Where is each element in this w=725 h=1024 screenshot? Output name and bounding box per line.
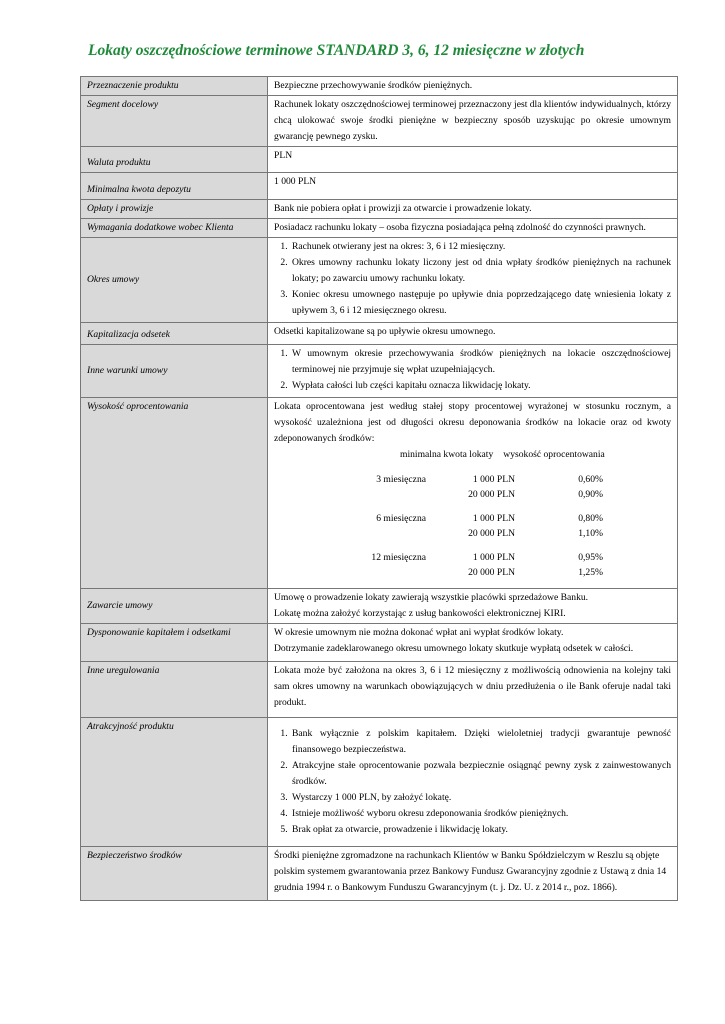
row-value	[268, 398, 678, 589]
row-label: Opłaty i prowizje	[81, 200, 268, 219]
row-label: Bezpieczeństwo środków	[81, 847, 268, 901]
list-item: 5. Brak opłat za otwarcie, prowadzenie i likwidację lokaty.	[290, 822, 671, 838]
table-row	[81, 147, 678, 173]
list-item: 2. Wypłata całości lub części kapitału oznacza likwidację lokaty.	[290, 378, 671, 394]
list-item: 2. Okres umowny rachunku lokaty liczony jest od dnia wpłaty środków pieniężnych na rachunek lokaty; po zawarciu umowy rachunku lokaty.	[290, 255, 671, 287]
row-value	[268, 345, 678, 398]
row-label: Inne uregulowania	[81, 662, 268, 718]
list-item: 1. W umownym okresie przechowywania środków pieniężnych na lokacie oszczędnościowej terminowej nie przyjmuje się wpłat uzupełniających.	[290, 346, 671, 378]
row-label: Segment docelowy	[81, 96, 268, 147]
rate-group	[274, 473, 671, 502]
rate-table-header	[400, 447, 671, 463]
table-row	[81, 847, 678, 901]
table-row	[81, 173, 678, 200]
row-value: Środki pieniężne zgromadzone na rachunkach Klientów w Banku Spółdzielczym w Reszlu są objęte polskim systemem gwarantowania przez Bankowy Fundusz Gwarancyjny zgodnie z Ustawą z dnia 14 grudnia 1994 r. o Bankowym Funduszu Gwarancyjnym (t. j. Dz. U. z 2014 r., poz. 1866).	[268, 847, 678, 901]
row-value: Bank nie pobiera opłat i prowizji za otwarcie i prowadzenie lokaty.	[268, 200, 678, 219]
rate-amount: 1 000 PLN	[472, 552, 515, 563]
rate-amount: 1 000 PLN	[472, 513, 515, 524]
list-item: 3. Koniec okresu umownego następuje po upływie dnia poprzedzającego datę wniesienia lokaty z upływem 3, 6 i 12 miesięcznego okresu.	[290, 287, 671, 319]
row-value: 1 000 PLN	[268, 173, 678, 200]
rate-group	[274, 551, 671, 580]
row-value: Lokata może być założona na okres 3, 6 i 12 miesięczny z możliwością odnowienia na kolejny taki sam okres umowny na warunkach obowiązujących w dniu przedłużenia o ile Bank oferuje nadal taki produkt.	[268, 662, 678, 718]
row-value: Odsetki kapitalizowane są po upływie okresu umownego.	[268, 323, 678, 345]
table-row	[81, 398, 678, 589]
row-label: Kapitalizacja odsetek	[81, 323, 268, 345]
table-row	[81, 624, 678, 662]
row-label: Zawarcie umowy	[81, 589, 268, 624]
rate-group	[274, 512, 671, 541]
table-row	[81, 323, 678, 345]
page-title: Lokaty oszczędnościowe terminowe STANDARD 3, 6, 12 miesięczne w złotych	[88, 42, 585, 59]
row-label: Dysponowanie kapitałem i odsetkami	[81, 624, 268, 662]
list-item: 1. Rachunek otwierany jest na okres: 3, 6 i 12 miesięczny.	[290, 239, 671, 255]
table-row	[81, 718, 678, 847]
rate-value: 0,60%	[578, 474, 603, 485]
row-value: Rachunek lokaty oszczędnościowej terminowej przeznaczony jest dla klientów indywidualnych, którzy chcą ulokować swoje środki pieniężne w bezpieczny sposób uzyskując po okresie umownym gwarancję pewnego zysku.	[268, 96, 678, 147]
row-value: PLN	[268, 147, 678, 173]
row-value	[268, 718, 678, 847]
row-label: Atrakcyjność produktu	[81, 718, 268, 847]
row-value: Posiadacz rachunku lokaty – osoba fizyczna posiadająca pełną zdolność do czynności prawnych.	[268, 219, 678, 238]
row-label: Inne warunki umowy	[81, 345, 268, 398]
inne-warunki-list	[274, 346, 671, 394]
col-rate: wysokość oprocentowania	[503, 449, 605, 460]
list-item: 2. Atrakcyjne stałe oprocentowanie pozwala bezpiecznie osiągnąć pewny zysk z zainwestowanych środków.	[290, 758, 671, 790]
col-min-amount: minimalna kwota lokaty	[400, 449, 494, 460]
rate-amount: 20 000 PLN	[468, 488, 515, 500]
list-item: 3. Wystarczy 1 000 PLN, by założyć lokatę.	[290, 790, 671, 806]
value-line: Umowę o prowadzenie lokaty zawierają wszystkie placówki sprzedażowe Banku.	[274, 592, 589, 603]
table-row	[81, 238, 678, 323]
row-label: Minimalna kwota depozytu	[81, 173, 268, 200]
rate-value: 1,10%	[578, 527, 603, 539]
list-item: 4. Istnieje możliwość wyboru okresu zdeponowania środków pieniężnych.	[290, 806, 671, 822]
rate-value: 0,80%	[578, 513, 603, 524]
table-row	[81, 219, 678, 238]
row-value	[268, 589, 678, 624]
rate-amount: 20 000 PLN	[468, 527, 515, 539]
rate-value: 1,25%	[578, 566, 603, 578]
atrakcyjnosc-list	[274, 726, 671, 838]
table-row	[81, 200, 678, 219]
rate-value: 0,95%	[578, 552, 603, 563]
rate-period: 3 miesięczna	[376, 474, 426, 485]
rate-description: Lokata oprocentowana jest według stałej stopy procentowej wyrażonej w stosunku rocznym, a wysokość uzależniona jest od długości okresu deponowania środków na lokacie oraz od kwoty zdeponowanych środków:	[274, 401, 671, 444]
rate-amount: 20 000 PLN	[468, 566, 515, 578]
table-row	[81, 662, 678, 718]
okres-list	[274, 239, 671, 319]
product-table	[80, 76, 678, 901]
table-row	[81, 589, 678, 624]
row-value	[268, 238, 678, 323]
value-line: Dotrzymanie zadeklarowanego okresu umownego lokaty skutkuje wypłatą odsetek w całości.	[274, 643, 634, 654]
table-row	[81, 77, 678, 96]
value-line: Lokatę można założyć korzystając z usług bankowości elektronicznej KIRI.	[274, 608, 566, 619]
row-value: Bezpieczne przechowywanie środków pieniężnych.	[268, 77, 678, 96]
row-label: Przeznaczenie produktu	[81, 77, 268, 96]
row-label: Okres umowy	[81, 238, 268, 323]
table-row	[81, 345, 678, 398]
rate-value: 0,90%	[578, 488, 603, 500]
rate-period: 6 miesięczna	[376, 513, 426, 524]
row-label: Waluta produktu	[81, 147, 268, 173]
row-label: Wysokość oprocentowania	[81, 398, 268, 589]
value-line: W okresie umownym nie można dokonać wpłat ani wypłat środków lokaty.	[274, 627, 564, 638]
table-row	[81, 96, 678, 147]
row-label: Wymagania dodatkowe wobec Klienta	[81, 219, 268, 238]
rate-period: 12 miesięczna	[371, 552, 426, 563]
rate-amount: 1 000 PLN	[472, 474, 515, 485]
row-value	[268, 624, 678, 662]
list-item: 1. Bank wyłącznie z polskim kapitałem. Dzięki wieloletniej tradycji gwarantuje pewność finansowego bezpieczeństwa.	[290, 726, 671, 758]
